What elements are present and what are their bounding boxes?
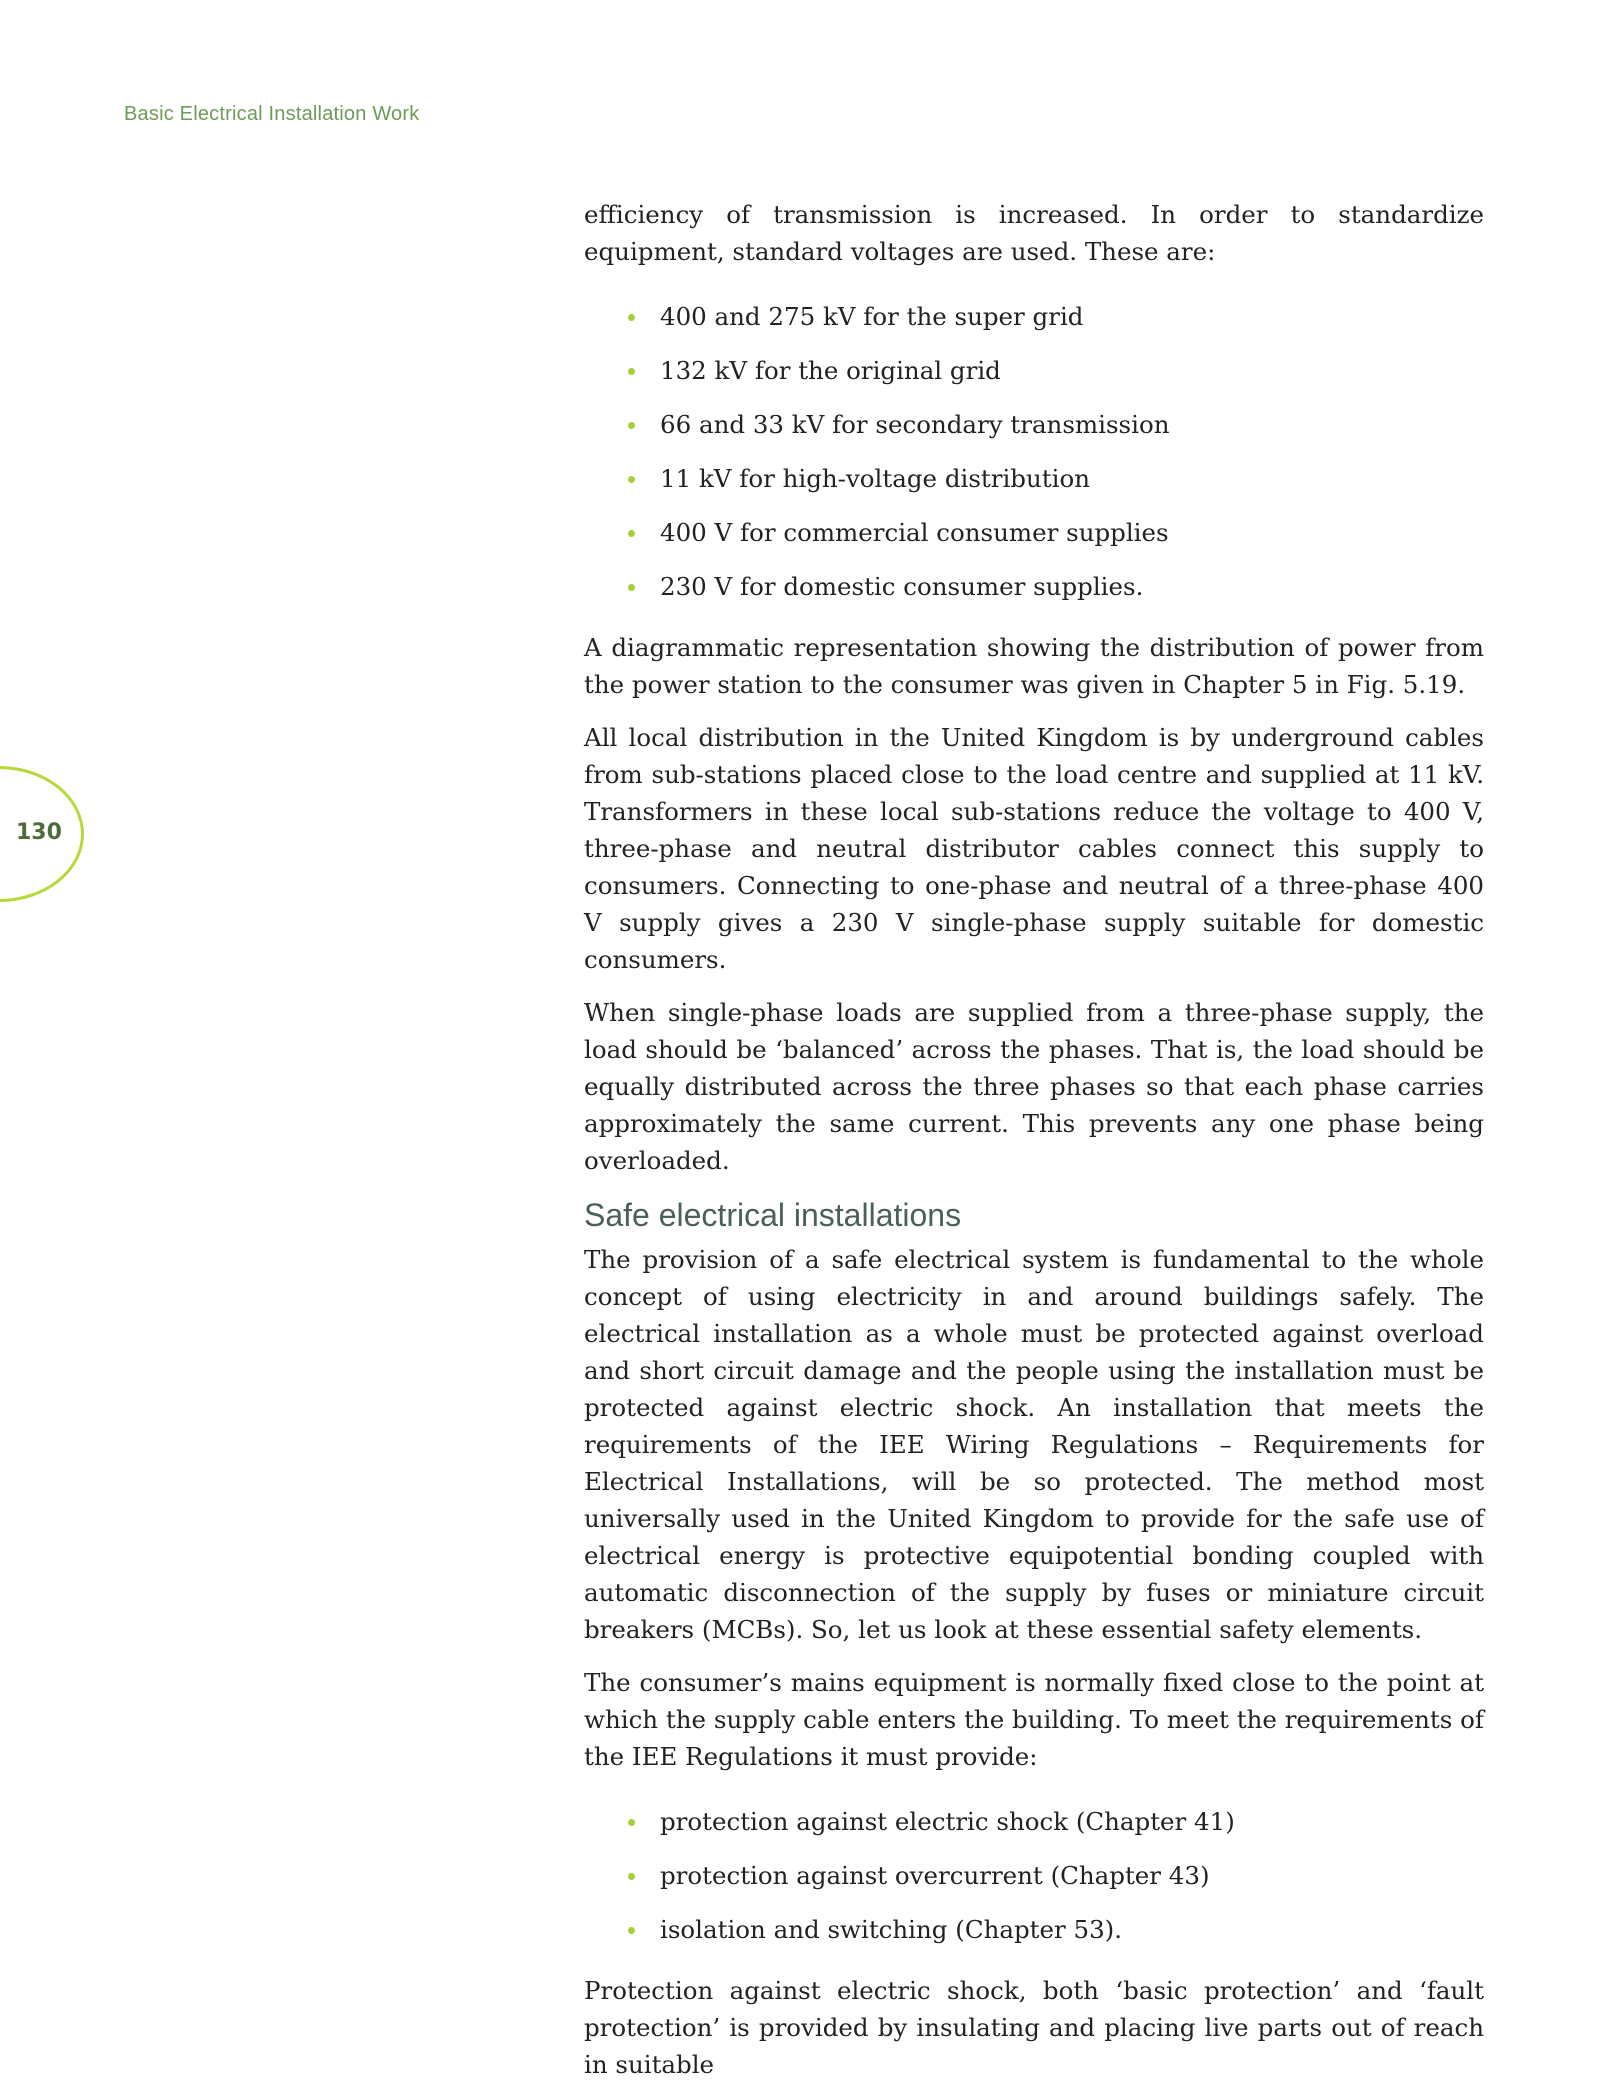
bullet-icon <box>628 422 635 429</box>
list-item: 400 and 275 kV for the super grid <box>584 298 1484 335</box>
bullet-icon <box>628 1819 635 1826</box>
list-item: isolation and switching (Chapter 53). <box>584 1911 1484 1948</box>
voltage-list <box>584 286 1484 605</box>
bullet-icon <box>628 314 635 321</box>
list-item: 400 V for commercial consumer supplies <box>584 514 1484 551</box>
requirements-list <box>584 1791 1484 1948</box>
provision-paragraph: The provision of a safe electrical system is fundamental to the whole concept of using electricity in and around buildings safely. The electrical installation as a whole must be protected against overload and short circuit damage and the people using the installation must be protected against electric shock. An installation that meets the requirements of the IEE Wiring Regulations – Requirements for Electrical Installations, will be so protected. The method most universally used in the United Kingdom to provide for the safe use of electrical energy is protective equipotential bonding coupled with automatic disconnection of the supply by fuses or miniature circuit breakers (MCBs). So, let us look at these essential safety elements. <box>584 1245 1484 1644</box>
bullet-icon <box>628 1873 635 1880</box>
bullet-icon <box>628 584 635 591</box>
list-item: 11 kV for high-voltage distribution <box>584 460 1484 497</box>
list-item: 66 and 33 kV for secondary transmission <box>584 406 1484 443</box>
list-item: protection against overcurrent (Chapter 43) <box>584 1857 1484 1894</box>
diagram-paragraph: A diagrammatic representation showing the distribution of power from the power station to the consumer was given in Chapter 5 in Fig. 5.19. <box>584 633 1484 699</box>
running-head: Basic Electrical Installation Work <box>124 103 420 125</box>
bullet-icon <box>628 476 635 483</box>
local-distribution-paragraph: All local distribution in the United Kingdom is by underground cables from sub-stations placed close to the load centre and supplied at 11 kV. Transformers in these local sub-stations reduce the voltage to 400 V, three-phase and neutral distributor cables connect this supply to consumers. Connecting to one-phase and neutral of a three-phase 400 V supply gives a 230 V single-phase supply suitable for domestic consumers. <box>584 723 1484 974</box>
balanced-load-paragraph: When single-phase loads are supplied from a three-phase supply, the load should be ‘balanced’ across the phases. That is, the load should be equally distributed across the three phases so that each phase carries approximately the same current. This prevents any one phase being overloaded. <box>584 998 1484 1175</box>
protection-paragraph: Protection against electric shock, both ‘basic protection’ and ‘fault protection’ is provided by insulating and placing live parts out of reach in suitable <box>584 1976 1484 2079</box>
bullet-icon <box>628 368 635 375</box>
mains-equipment-paragraph: The consumer’s mains equipment is normally fixed close to the point at which the supply cable enters the building. To meet the requirements of the IEE Regulations it must provide: <box>584 1668 1484 1771</box>
intro-paragraph: efficiency of transmission is increased. In order to standardize equipment, standard voltages are used. These are: <box>584 200 1484 266</box>
list-item: 132 kV for the original grid <box>584 352 1484 389</box>
bullet-icon <box>628 530 635 537</box>
section-heading: Safe electrical installations <box>584 1197 962 1233</box>
page-number: 130 <box>16 820 62 845</box>
main-content <box>584 196 1484 2083</box>
list-item: 230 V for domestic consumer supplies. <box>584 568 1484 605</box>
bullet-icon <box>628 1927 635 1934</box>
list-item: protection against electric shock (Chapter 41) <box>584 1803 1484 1840</box>
